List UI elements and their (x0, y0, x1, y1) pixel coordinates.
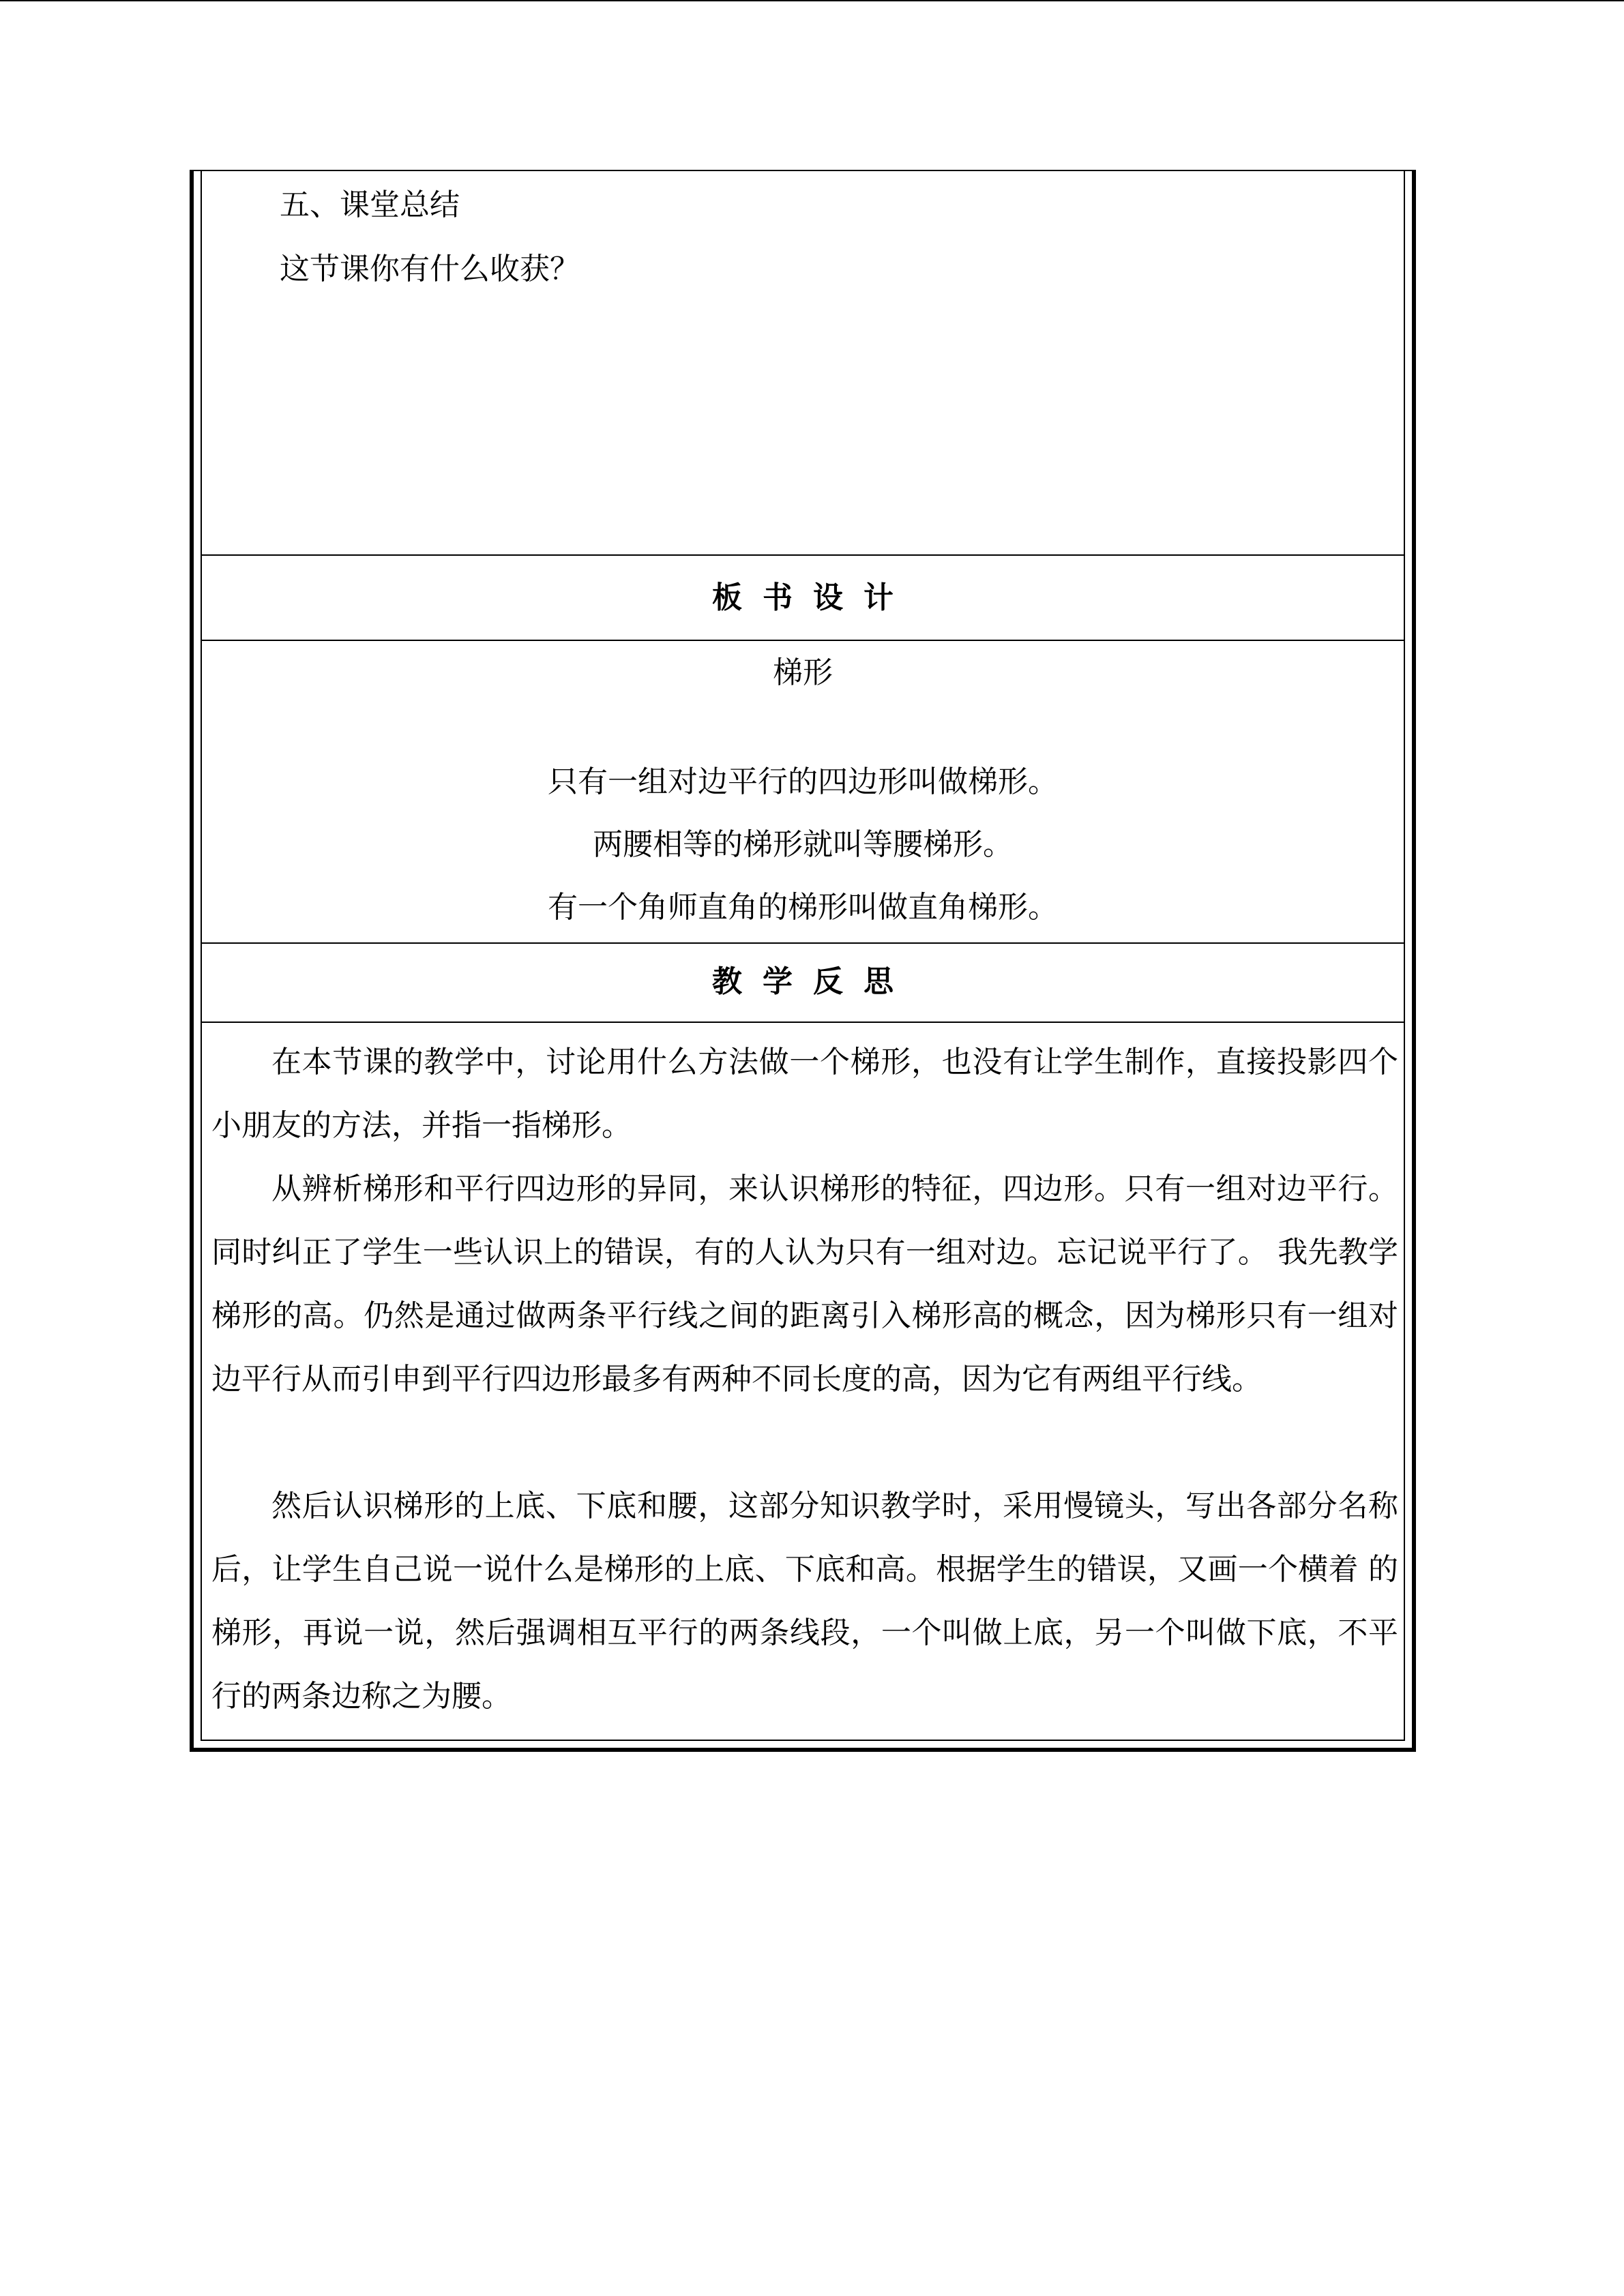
board-design-line: 有一个角师直角的梯形叫做直角梯形。 (548, 890, 1058, 925)
reflection-header: 教学反思 (712, 964, 914, 999)
divider (202, 942, 1404, 944)
board-design-title: 梯形 (773, 655, 833, 690)
reflection-paragraph: 在本节课的教学中，讨论用什么方法做一个梯形，也没有让学生制作，直接投影四个小朋友的方法，并指一指梯形。 (211, 1045, 1398, 1143)
reflection-paragraph: 从辨析梯形和平行四边形的异同，来认识梯形的特征，四边形。只有一组对边平行。同时纠正了学生一些认识上的错误，有的人认为只有一组对边。忘记说平行了。 我先教学梯形的高。仍然是通过做两条平行线之间的距离引入梯形高的概念，因为梯形只有一组对边平行从而引申到平行四边形最多有两种不同长度的高，因为它有两组平行线。 (211, 1172, 1398, 1397)
summary-question: 这节课你有什么收获？ (280, 252, 580, 286)
board-design-line: 只有一组对边平行的四边形叫做梯形。 (548, 764, 1058, 799)
page-top-border (0, 0, 1624, 1)
lesson-table-frame (190, 170, 1416, 1752)
divider (202, 554, 1404, 556)
divider (202, 640, 1404, 641)
board-design-line: 两腰相等的梯形就叫等腰梯形。 (593, 827, 1013, 862)
summary-heading: 五、课堂总结 (280, 188, 460, 222)
board-design-header: 板书设计 (712, 580, 914, 615)
divider (202, 1022, 1404, 1023)
reflection-paragraph: 然后认识梯形的上底、下底和腰，这部分知识教学时，采用慢镜头，写出各部分名称后，让学生自己说一说什么是梯形的上底、下底和高。根据学生的错误，又画一个横着 的梯形，再说一说，然后强调相互平行的两条线段，一个叫做上底，另一个叫做下底，不平行的两条边称之为腰。 (211, 1489, 1398, 1714)
lesson-table (201, 171, 1405, 1741)
